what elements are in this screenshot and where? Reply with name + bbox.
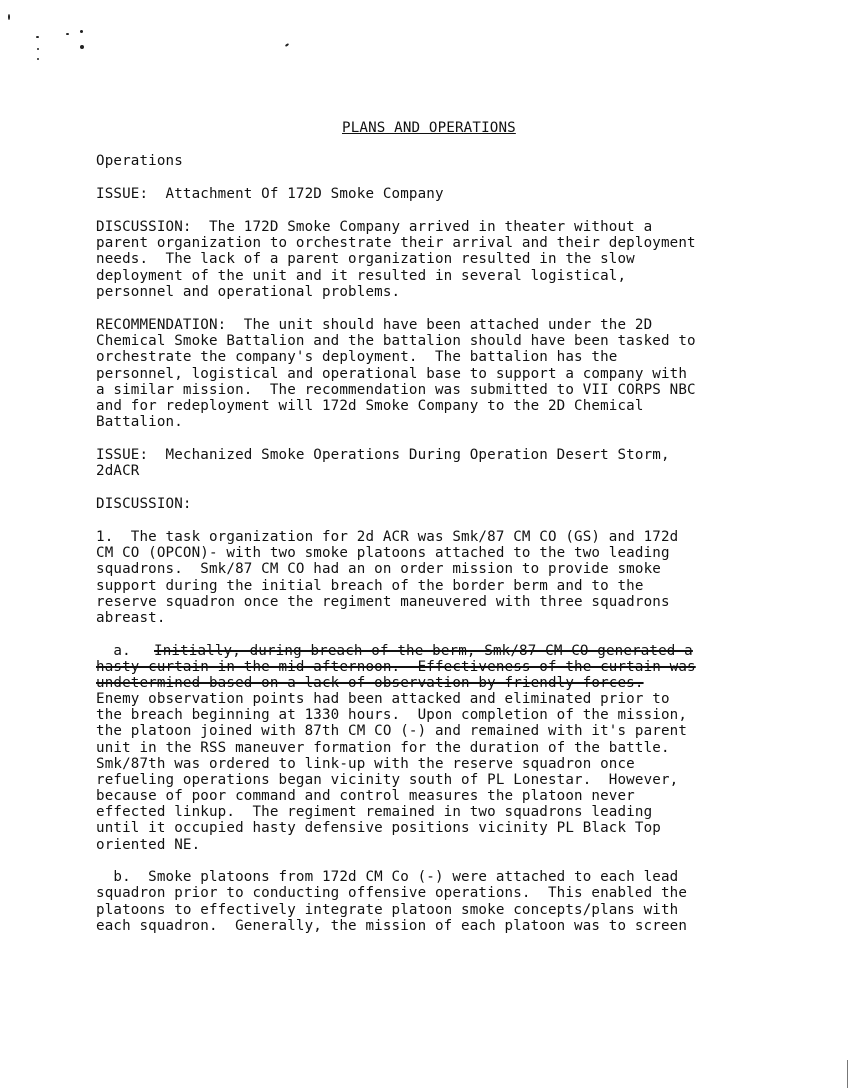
discussion-heading: DISCUSSION: — [96, 496, 192, 512]
section-heading: Operations — [96, 153, 183, 169]
scan-speck — [66, 33, 69, 35]
scan-speck — [8, 14, 10, 20]
document-page: PLANS AND OPERATIONS Operations ISSUE: Attachment Of 172D Smoke Company DISCUSSION: The 172D Smoke Company arrived in theater without a parent organization to orchestrate their arrival and their deployment needs. The lack of a parent organization resulted in the slow deployment of the unit and it resulted in several logistical, personnel and operational problems. RECOMMENDATION: The unit should have been attached under the 2D Chemical Smoke Battalion and the battalion should have been tasked to orchestrate the company's deployment. The battalion has the personnel, logistical and operational base to support a company with a similar mission. The recommendation was submitted to VII CORPS NBC and for redeployment will 172d Smoke Company to the 2D Chemical Battalion. ISSUE: Mechanized Smoke Operations During Operation Desert Storm, 2dACR DISCUSSION: 1. The task organization for 2d ACR was Smk/87 CM CO (GS) and 172d CM CO (OPCON)- with two smoke platoons attached to the two leading squadrons. Smk/87 CM CO had an on order mission to provide smoke support during the initial breach of the border berm and to the reserve squadron once the regiment maneuvered with three squadrons abreast. a. Initially, during breach of the berm, Smk/87 CM CO generated a hasty curtain in the mid afternoon. Effectiveness of the curtain was undetermined based on a lack of observation by friendly forces. Enemy observation points had been attacked and eliminated prior to the breach beginning at 1330 hours. Upon completion of the mission, the platoon joined with 87th CM CO (-) and remained with it's parent unit in the RSS maneuver formation for the duration of the battle. Smk/87th was ordered to link-up with the reserve squadron once refueling operations began vicinity south of PL Lonestar. However, because of poor command and control measures the platoon never effected linkup. The regiment remained in two squadrons leading until it occupied hasty defensive positions vicinity PL Black Top oriented NE. b. Smoke platoons from 172d CM Co (-) were attached to each lead squadron prior to conducting offensive operations. This enabled the platoons to effectively integrate platoon smoke concepts/plans with each squadron. Generally, the mission of each platoon was to screen — [0, 0, 850, 1091]
scan-speck — [37, 48, 39, 50]
scan-speck — [36, 36, 39, 38]
struck-text: Initially, during breach of the berm, Smk/87 CM CO generated a — [154, 643, 693, 659]
scan-speck — [285, 43, 289, 47]
struck-text: hasty curtain in the mid afternoon. Effectiveness of the curtain was — [96, 659, 696, 675]
struck-text: undetermined based on a lack of observation by friendly forces. — [96, 675, 644, 691]
scan-speck — [80, 30, 83, 33]
issue-heading: ISSUE: Attachment Of 172D Smoke Company — [96, 186, 444, 202]
scan-speck — [847, 1060, 848, 1088]
scan-speck — [80, 45, 84, 49]
scan-speck — [37, 58, 39, 60]
page-title: PLANS AND OPERATIONS — [342, 120, 516, 136]
